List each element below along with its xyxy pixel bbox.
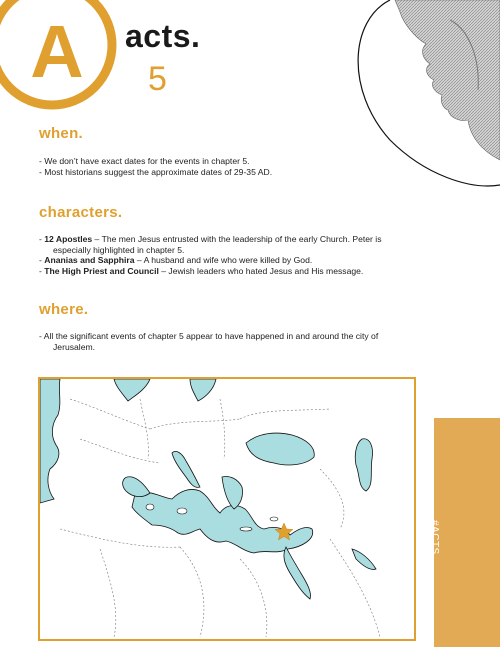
hashtag-line-2: 2BELIKECHRIST.	[418, 520, 429, 607]
character-desc: – The men Jesus entrusted with the leadership of the early Church. Peter is	[92, 234, 382, 244]
adriatic-sea	[172, 451, 200, 487]
mediterranean-sea	[132, 489, 313, 553]
hashtag-text	[418, 520, 440, 606]
aegean-sea	[222, 476, 243, 509]
persian-gulf	[352, 549, 376, 569]
hashtag-line-1: #ACTS	[429, 520, 440, 555]
character-name: Ananias and Sapphira	[44, 255, 135, 266]
character-item: - Ananias and Sapphira – A husband and wife who were killed by God.	[39, 255, 313, 266]
northern-sea	[114, 379, 150, 401]
western-mediterranean	[123, 477, 150, 497]
mediterranean-map	[38, 377, 416, 641]
character-desc-cont: especially highlighted in chapter 5.	[53, 244, 185, 255]
red-sea	[284, 547, 311, 599]
where-heading: where.	[39, 301, 89, 318]
when-list	[39, 156, 439, 177]
baltic-sea	[190, 379, 216, 401]
when-item: - Most historians suggest the approximate dates of 29-35 AD.	[39, 166, 273, 177]
character-desc: – A husband and wife who were killed by God.	[134, 255, 313, 266]
chapter-number: 5	[148, 60, 167, 98]
atlantic-ocean	[40, 379, 60, 503]
character-name: The High Priest and Council	[44, 265, 159, 276]
when-heading: when.	[39, 125, 84, 142]
hashtag-banner	[434, 418, 500, 647]
character-name: 12 Apostles	[44, 234, 93, 244]
book-title: acts.	[125, 18, 201, 54]
chapter-initial-badge	[0, 0, 130, 110]
character-desc: – Jewish leaders who hated Jesus and His message.	[158, 265, 364, 276]
character-item: - 12 Apostles – The men Jesus entrusted with the leadership of the early Church. Peter is	[39, 234, 382, 244]
where-list	[39, 331, 439, 352]
characters-heading: characters.	[39, 204, 123, 221]
where-item-cont: Jerusalem.	[53, 341, 96, 352]
black-sea	[246, 433, 314, 465]
where-item: - All the significant events of chapter 5 appear to have happened in and around the city of	[39, 331, 379, 341]
when-item: - We don’t have exact dates for the events in chapter 5.	[39, 156, 250, 166]
caspian-sea	[355, 439, 372, 491]
initial-letter: A	[30, 10, 84, 93]
character-item: - The High Priest and Council – Jewish leaders who hated Jesus and His message.	[39, 265, 364, 276]
characters-list	[39, 234, 439, 276]
